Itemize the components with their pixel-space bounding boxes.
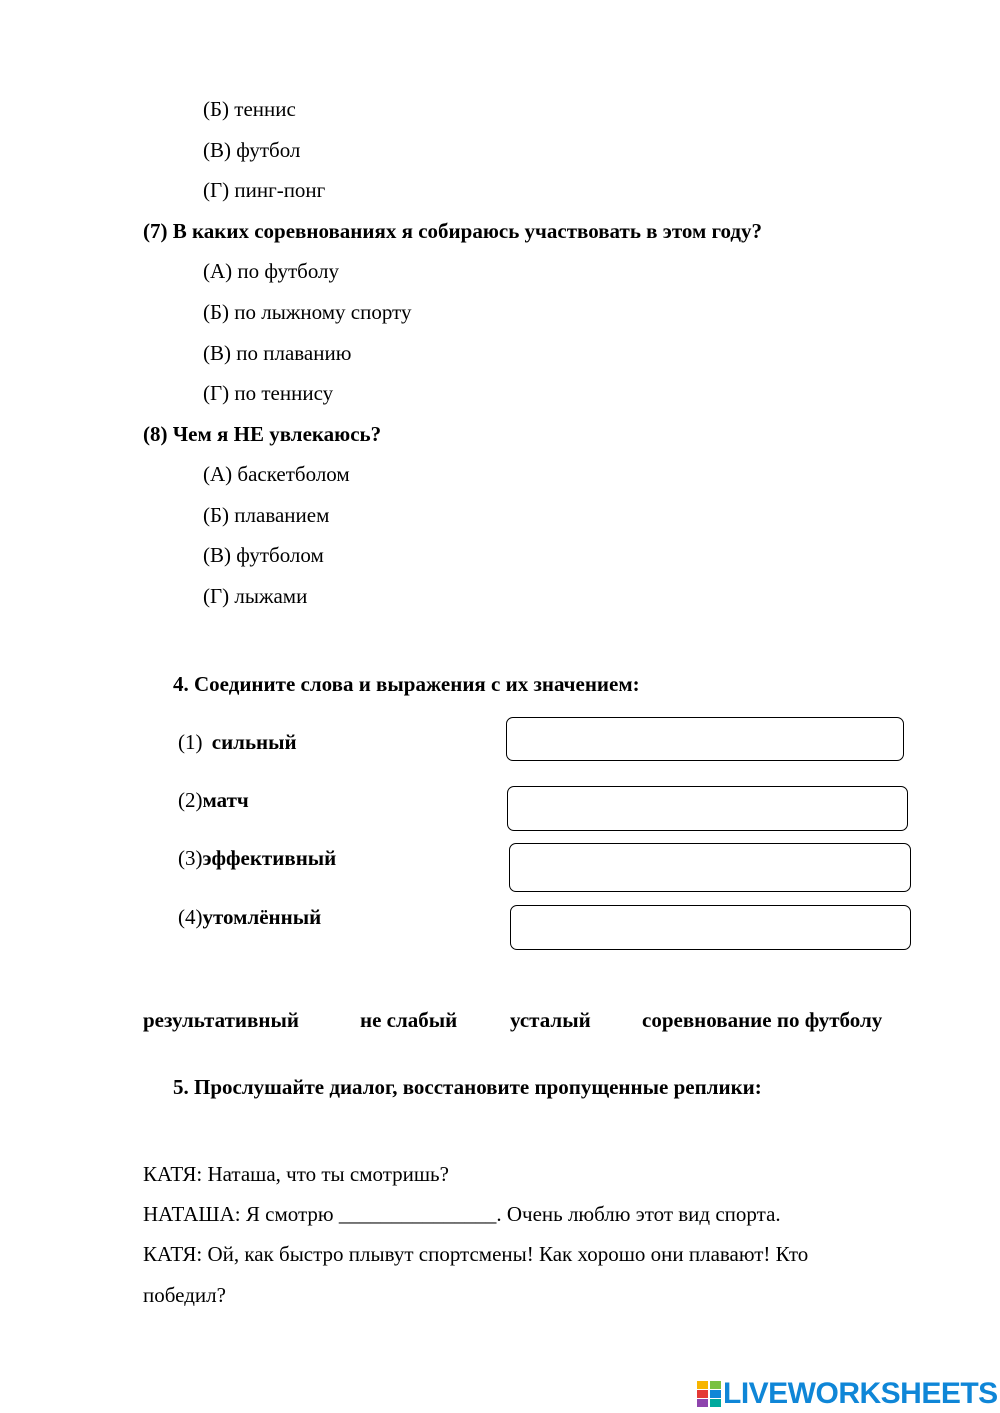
answer-box-1[interactable] (506, 717, 904, 761)
q6-option-c: (В) футбол (203, 138, 301, 162)
match-item-number: (2) (178, 788, 203, 812)
dialog-line-3 (143, 1242, 808, 1266)
q6-option-d: (Г) пинг-понг (203, 178, 326, 202)
match-item-number: (4) (178, 905, 203, 929)
match-item-1 (178, 730, 297, 754)
dialog-text: КАТЯ: Ой, как быстро плывут спортсмены! Как хорошо они плавают! Кто (143, 1242, 809, 1266)
q7-option-a: (А) по футболу (203, 259, 340, 283)
question-8: (8) Чем я НЕ увлекаюсь? (143, 422, 382, 446)
dialog-text: победил? (143, 1283, 226, 1307)
dialog-line-1 (143, 1162, 449, 1186)
q8-option-c: (В) футболом (203, 543, 324, 567)
answer-box-2[interactable] (507, 786, 908, 831)
match-item-word: эффективный (202, 846, 337, 870)
liveworksheets-logo-text: LIVEWORKSHEETS (723, 1377, 998, 1410)
word-bank-item: не слабый (360, 1008, 458, 1032)
q7-option-d: (Г) по теннису (203, 381, 334, 405)
match-item-2 (178, 788, 249, 812)
dialog-text: КАТЯ: Наташа, что ты смотришь? (143, 1162, 449, 1186)
dialog-line-4 (143, 1283, 226, 1307)
q8-option-d: (Г) лыжами (203, 584, 308, 608)
task5-title: 5. Прослушайте диалог, восстановите пропущенные реплики: (173, 1075, 762, 1099)
q7-option-b: (Б) по лыжному спорту (203, 300, 412, 324)
answer-box-4[interactable] (510, 905, 911, 950)
task4-title: 4. Соедините слова и выражения с их значением: (173, 672, 640, 696)
match-item-word: утомлённый (202, 905, 322, 929)
word-bank-item: результативный (143, 1008, 299, 1032)
q7-option-c: (В) по плаванию (203, 341, 352, 365)
question-7: (7) В каких соревнованиях я собираюсь участвовать в этом году? (143, 219, 763, 243)
q6-option-b: (Б) теннис (203, 97, 296, 121)
dialog-line-2 (143, 1202, 781, 1226)
dialog-text: . Очень люблю этот вид спорта. (496, 1202, 781, 1226)
q8-option-a: (А) баскетболом (203, 462, 350, 486)
match-item-3 (178, 846, 336, 870)
match-item-4 (178, 905, 321, 929)
word-bank-item: усталый (510, 1008, 591, 1032)
liveworksheets-logo-icon (697, 1381, 721, 1407)
dialog-blank-field[interactable]: _______________ (338, 1202, 497, 1226)
word-bank-item: соревнование по футболу (642, 1008, 883, 1032)
match-item-number: (1) (178, 730, 203, 754)
q8-option-b: (Б) плаванием (203, 503, 330, 527)
answer-box-3[interactable] (509, 843, 911, 892)
match-item-number: (3) (178, 846, 203, 870)
match-item-word: сильный (211, 730, 297, 754)
match-item-word: матч (202, 788, 249, 812)
dialog-text: НАТАША: Я смотрю (143, 1202, 339, 1226)
